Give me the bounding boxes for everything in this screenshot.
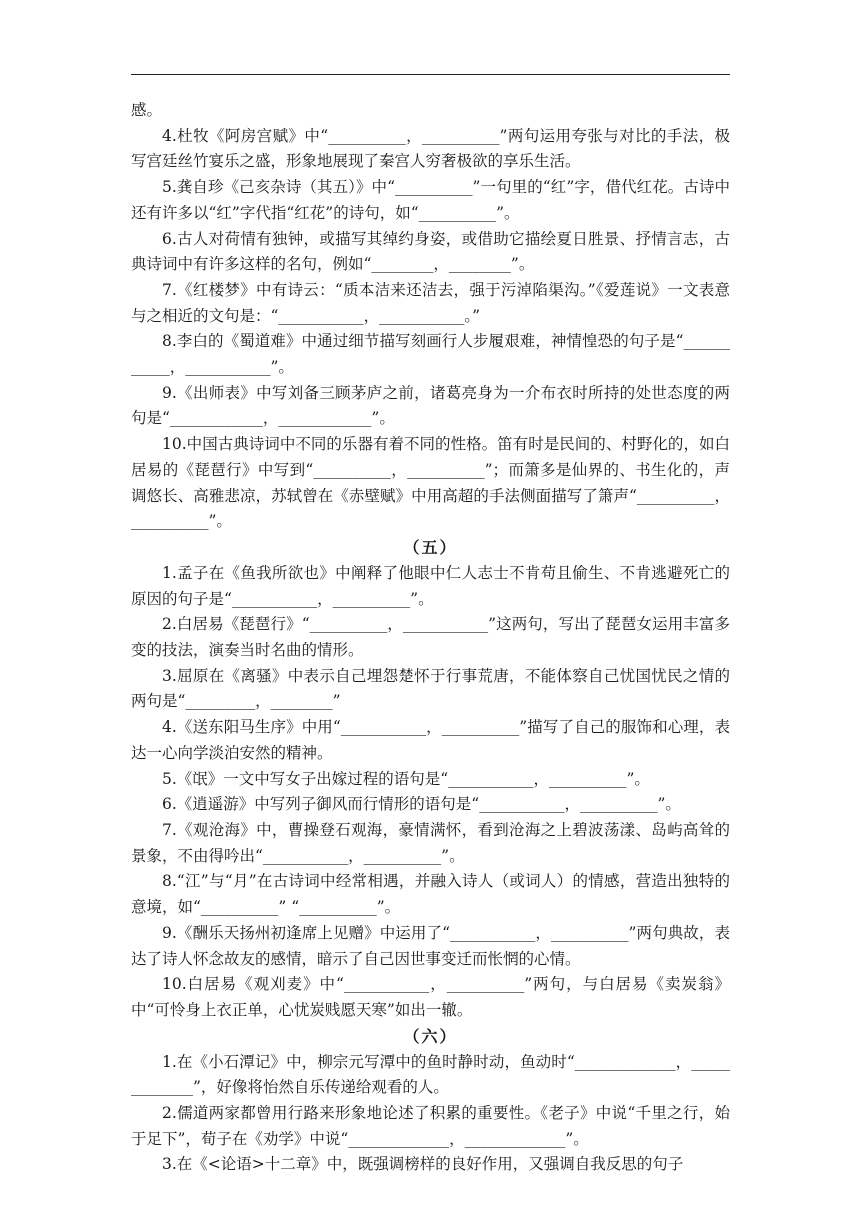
- question-4-8: 8.李白的《蜀道难》中通过细节描写刻画行人步履艰难，神情惶恐的句子是“___________，___________”。: [131, 332, 730, 377]
- question-5-7: 7.《观沧海》中，曹操登石观海，豪情满怀，看到沧海之上碧波荡漾、岛屿高耸的景象，不由得吟出“___________，__________”。: [131, 820, 730, 865]
- section-6-title: （六）: [403, 1026, 458, 1046]
- question-4-4: 4.杜牧《阿房宫赋》中“__________，__________”两句运用夸张与对比的手法，极写宫廷丝竹宴乐之盛，形象地展现了秦宫人穷奢极欲的享乐生活。: [131, 126, 730, 171]
- question-4-7: 7.《红楼梦》中有诗云：“质本洁来还洁去，强于污淖陷渠沟。”《爱莲说》一文表意与之相近的文句是：“___________，___________。”: [131, 280, 730, 325]
- question-5-9: 9.《酬乐天扬州初逢席上见赠》中运用了“___________，__________”两句典故，表达了诗人怀念故友的感情，暗示了自己因世事变迁而怅惘的心情。: [131, 923, 730, 968]
- question-4-6: 6.古人对荷情有独钟，或描写其绰约身姿，或借助它描绘夏日胜景、抒情言志，古典诗词中有许多这样的名句，例如“________，________”。: [131, 229, 730, 274]
- question-6-1: 1.在《小石潭记》中，柳宗元写潭中的鱼时静时动，鱼动时“_____________，_____________”，好像将怡然自乐传递给观看的人。: [131, 1052, 730, 1097]
- question-5-4: 4.《送东阳马生序》中用“___________，__________”描写了自己的服饰和心理，表达一心向学淡泊安然的精神。: [131, 718, 730, 762]
- question-5-8: 8.“江”与“月”在古诗词中经常相遇，并融入诗人（或词人）的情感，营造出独特的意境，如“__________” “__________”。: [131, 872, 730, 917]
- question-5-6: 6.《逍遥游》中写列子御风而行情形的语句是“___________，__________”。: [162, 795, 681, 814]
- question-5-10: 10.白居易《观刈麦》中“___________，__________”两句，与白居易《卖炭翁》中“可怜身上衣正单，心忧炭贱愿天寒”如出一辙。: [131, 975, 730, 1019]
- header-rule: [131, 74, 730, 75]
- question-4-10: 10.中国古典诗词中不同的乐器有着不同的性格。笛有时是民间的、村野化的，如白居易的《琵琶行》中写到“__________，__________”；而箫多是仙界的、书生化的，声调悠长、高雅悲凉，苏轼曾在《赤壁赋》中用高超的手法侧面描写了箫声“__________， __________”。: [131, 435, 730, 531]
- document-body: [131, 98, 730, 1178]
- question-6-2: 2.儒道两家都曾用行路来形象地论述了积累的重要性。《老子》中说“千里之行，始于足下”，荀子在《劝学》中说“_____________，_____________”。: [131, 1104, 730, 1148]
- question-4-5: 5.龚自珍《己亥杂诗（其五）》中“__________”一句里的“红”字，借代红花。古诗中还有许多以“红”字代指“红花”的诗句，如“__________”。: [131, 178, 730, 222]
- question-6-3: 3.在《<论语>十二章》中，既强调榜样的良好作用，又强调自我反思的句子: [162, 1155, 684, 1174]
- continued-text: 感。: [131, 101, 163, 119]
- question-5-5: 5.《氓》一文中写女子出嫁过程的语句是“___________，__________”。: [162, 769, 650, 788]
- section-5-title: （五）: [403, 537, 458, 557]
- question-5-2: 2.白居易《琵琶行》“__________，___________”这两句，写出了琵琶女运用丰富多变的技法，演奏当时名曲的情形。: [131, 615, 730, 660]
- question-5-1: 1.孟子在《鱼我所欲也》中阐释了他眼中仁人志士不肯苟且偷生、不肯逃避死亡的原因的句子是“___________，__________”。: [131, 563, 730, 608]
- question-5-3: 3.屈原在《离骚》中表示自己埋怨楚怀于行事荒唐，不能体察自己忧国忧民之情的两句是“_________，________”: [131, 666, 730, 711]
- question-4-9: 9.《出师表》中写刘备三顾茅庐之前，诸葛亮身为一介布衣时所持的处世态度的两句是“____________，____________”。: [131, 383, 730, 428]
